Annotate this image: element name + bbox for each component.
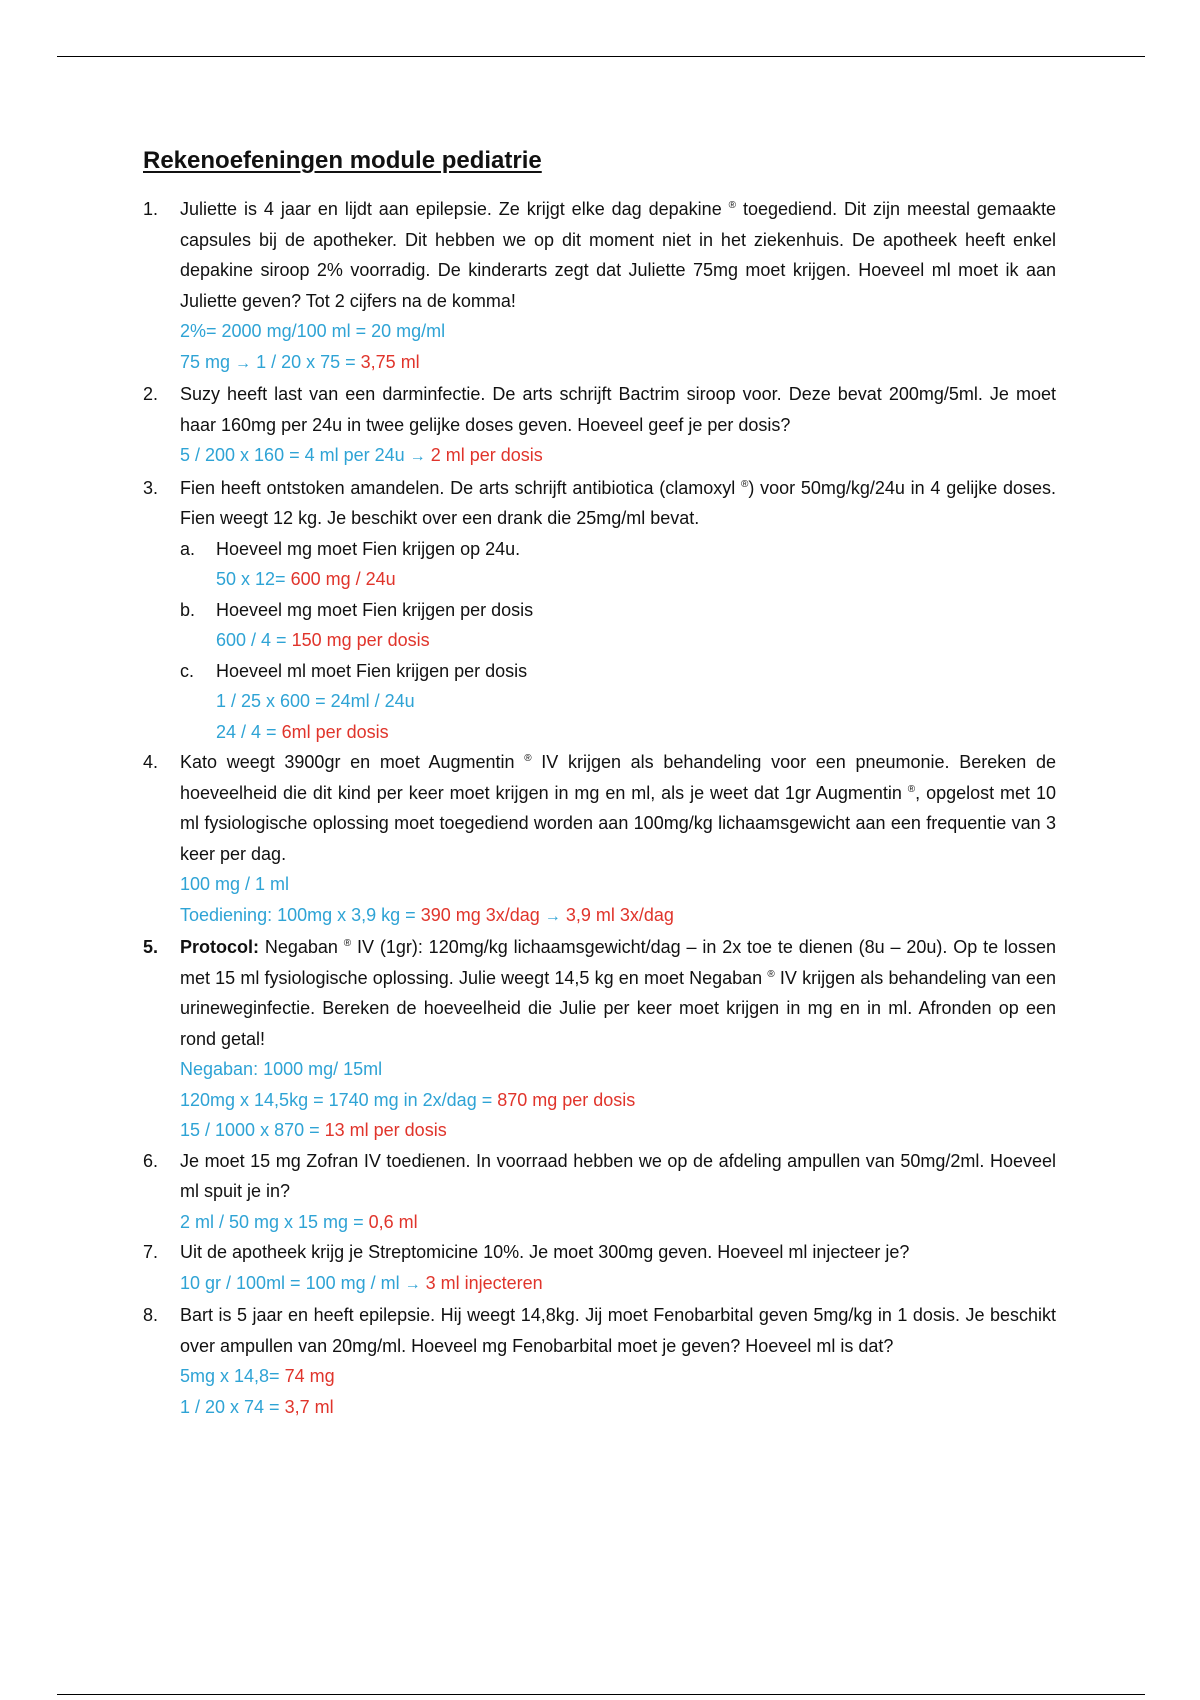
exercise-5 xyxy=(143,932,1056,1146)
registered-mark: ® xyxy=(728,200,737,211)
exercise-number: 6. xyxy=(143,1150,159,1171)
page-title: Rekenoefeningen module pediatrie xyxy=(143,147,542,174)
answer-line: 2 ml / 50 mg x 15 mg = 0,6 ml xyxy=(180,1211,418,1232)
exercise-question: Suzy heeft last van een darminfectie. De arts schrijft Bactrim siroop voor. Deze bevat 200mg/5ml. Je moet haar 160mg per 24u in twee gelijke doses geven. Hoeveel geef je per dosis? xyxy=(180,384,1056,435)
subquestion-letter: b. xyxy=(180,599,196,620)
exercise-question: Uit de apotheek krijg je Streptomicine 10%. Je moet 300mg geven. Hoeveel ml injecteer je? xyxy=(180,1242,910,1262)
registered-mark: ® xyxy=(767,968,775,980)
answer-line: 5mg x 14,8= 74 mg xyxy=(180,1366,335,1386)
result-value: 3,75 ml xyxy=(360,351,420,372)
exercise-6 xyxy=(143,1146,1056,1238)
result-value: 3 ml injecteren xyxy=(425,1272,543,1293)
top-rule xyxy=(57,56,1145,57)
answer-line: 50 x 12= 600 mg / 24u xyxy=(216,569,396,589)
answer-line: 100 mg / 1 ml xyxy=(180,874,290,894)
answer-line: 15 / 1000 x 870 = 13 ml per dosis xyxy=(180,1120,447,1140)
exercise-7 xyxy=(143,1237,1056,1300)
answer-line: Toediening: 100mg x 3,9 kg = 390 mg 3x/dag → 3,9 ml 3x/dag xyxy=(180,904,674,925)
exercise-8 xyxy=(143,1300,1056,1422)
result-value: 3,7 ml xyxy=(284,1396,334,1417)
answer-line: 2%= 2000 mg/100 ml = 20 mg/ml xyxy=(180,321,446,341)
result-value: 6ml per dosis xyxy=(281,721,389,742)
exercise-4 xyxy=(143,747,1056,932)
exercise-question: Kato weegt 3900gr en moet Augmentin ® IV krijgen als behandeling voor een pneumonie. Bereken de hoeveelheid die dit kind per keer moet krijgen in mg en ml, als je weet dat 1gr Augmentin ®, opgelost met 10 ml fysiologische oplossing moet toegediend worden aan 100mg/kg lichaamsgewicht aan een frequentie van 3 keer per dag. xyxy=(180,752,1056,864)
arrow-right-icon: → xyxy=(404,1275,421,1293)
exercise-number: 4. xyxy=(143,752,159,772)
registered-mark: ® xyxy=(343,938,352,949)
answer-line: 120mg x 14,5kg = 1740 mg in 2x/dag = 870 mg per dosis xyxy=(180,1089,636,1110)
exercise-question: Je moet 15 mg Zofran IV toedienen. In voorraad hebben we op de afdeling ampullen van 50mg/2ml. Hoeveel ml spuit je in? xyxy=(180,1150,1056,1201)
result-value: 600 mg / 24u xyxy=(290,569,396,589)
exercise-question: Bart is 5 jaar en heeft epilepsie. Hij weegt 14,8kg. Jij moet Fenobarbital geven 5mg/kg in 1 dosis. Je beschikt over ampullen van 20mg/ml. Hoeveel mg Fenobarbital moet je geven? Hoeveel ml is dat? xyxy=(180,1305,1056,1356)
subquestion-c xyxy=(143,656,1056,748)
arrow-right-icon: → xyxy=(235,354,252,372)
result-value: 150 mg per dosis xyxy=(291,630,430,650)
answer-line: 75 mg → 1 / 20 x 75 = 3,75 ml xyxy=(180,351,420,372)
exercise-2 xyxy=(143,379,1056,473)
exercise-list-continued xyxy=(143,747,1056,1422)
exercise-3-subquestions xyxy=(143,534,1056,748)
exercise-1 xyxy=(143,194,1056,379)
arrow-right-icon: → xyxy=(544,907,561,925)
registered-mark: ® xyxy=(524,753,532,764)
arrow-right-icon: → xyxy=(409,448,426,465)
result-value: 0,6 ml xyxy=(368,1211,418,1232)
subquestion-letter: a. xyxy=(180,538,196,559)
subquestion-text: Hoeveel mg moet Fien krijgen per dosis xyxy=(216,599,534,620)
exercise-number: 1. xyxy=(143,199,159,219)
bottom-rule xyxy=(57,1694,1145,1695)
subquestion-text: Hoeveel mg moet Fien krijgen op 24u. xyxy=(216,538,521,559)
exercise-question: Fien heeft ontstoken amandelen. De arts schrijft antibiotica (clamoxyl ®) voor 50mg/kg/24u in 4 gelijke doses. Fien weegt 12 kg. Je beschikt over een drank die 25mg/ml bevat. xyxy=(180,477,1056,528)
exercise-number: 3. xyxy=(143,477,159,498)
result-value: 74 mg xyxy=(284,1366,335,1386)
answer-line: Negaban: 1000 mg/ 15ml xyxy=(180,1059,383,1079)
document-body xyxy=(143,142,1056,1422)
result-value: 3,9 ml 3x/dag xyxy=(565,904,674,925)
exercise-number: 7. xyxy=(143,1242,159,1262)
exercise-question: Protocol: Negaban ® IV (1gr): 120mg/kg lichaamsgewicht/dag – in 2x toe te dienen (8u – 20u). Op te lossen met 15 ml fysiologische oplossing. Julie weegt 14,5 kg en moet Negaban ® IV krijgen als behandeling van een urineweginfectie. Bereken de hoeveelheid die Julie per keer moet krijgen in mg en in ml. Afronden op een rond getal! xyxy=(180,937,1056,1049)
answer-line: 1 / 20 x 74 = 3,7 ml xyxy=(180,1396,334,1417)
subquestion-b xyxy=(143,595,1056,656)
result-value: 13 ml per dosis xyxy=(324,1120,447,1140)
result-value: 2 ml per dosis xyxy=(430,445,543,465)
result-value: 390 mg 3x/dag xyxy=(420,904,540,925)
registered-mark: ® xyxy=(907,783,916,795)
subquestion-letter: c. xyxy=(180,660,195,681)
answer-line: 10 gr / 100ml = 100 mg / ml → 3 ml injecteren xyxy=(180,1272,543,1293)
subquestion-text: Hoeveel ml moet Fien krijgen per dosis xyxy=(216,660,528,681)
exercise-question: Juliette is 4 jaar en lijdt aan epilepsie. Ze krijgt elke dag depakine ® toegediend. Dit zijn meestal gemaakte capsules bij de apotheker. Dit hebben we op dit moment niet in het ziekenhuis. De apotheek heeft enkel depakine siroop 2% voorradig. De kinderarts zegt dat Juliette 75mg moet krijgen. Hoeveel ml moet ik aan Juliette geven? Tot 2 cijfers na de komma! xyxy=(180,199,1056,311)
protocol-label: Protocol: xyxy=(180,937,259,957)
registered-mark: ® xyxy=(740,478,749,490)
answer-line: 24 / 4 = 6ml per dosis xyxy=(216,721,389,742)
exercise-list xyxy=(143,194,1056,534)
answer-line: 600 / 4 = 150 mg per dosis xyxy=(216,630,430,650)
exercise-number: 8. xyxy=(143,1305,159,1325)
result-value: 870 mg per dosis xyxy=(497,1089,636,1110)
exercise-3 xyxy=(143,473,1056,534)
exercise-number: 5. xyxy=(143,937,159,957)
answer-line: 5 / 200 x 160 = 4 ml per 24u → 2 ml per dosis xyxy=(180,445,543,465)
exercise-number: 2. xyxy=(143,384,159,404)
subquestion-a xyxy=(143,534,1056,595)
answer-line: 1 / 25 x 600 = 24ml / 24u xyxy=(216,691,415,711)
